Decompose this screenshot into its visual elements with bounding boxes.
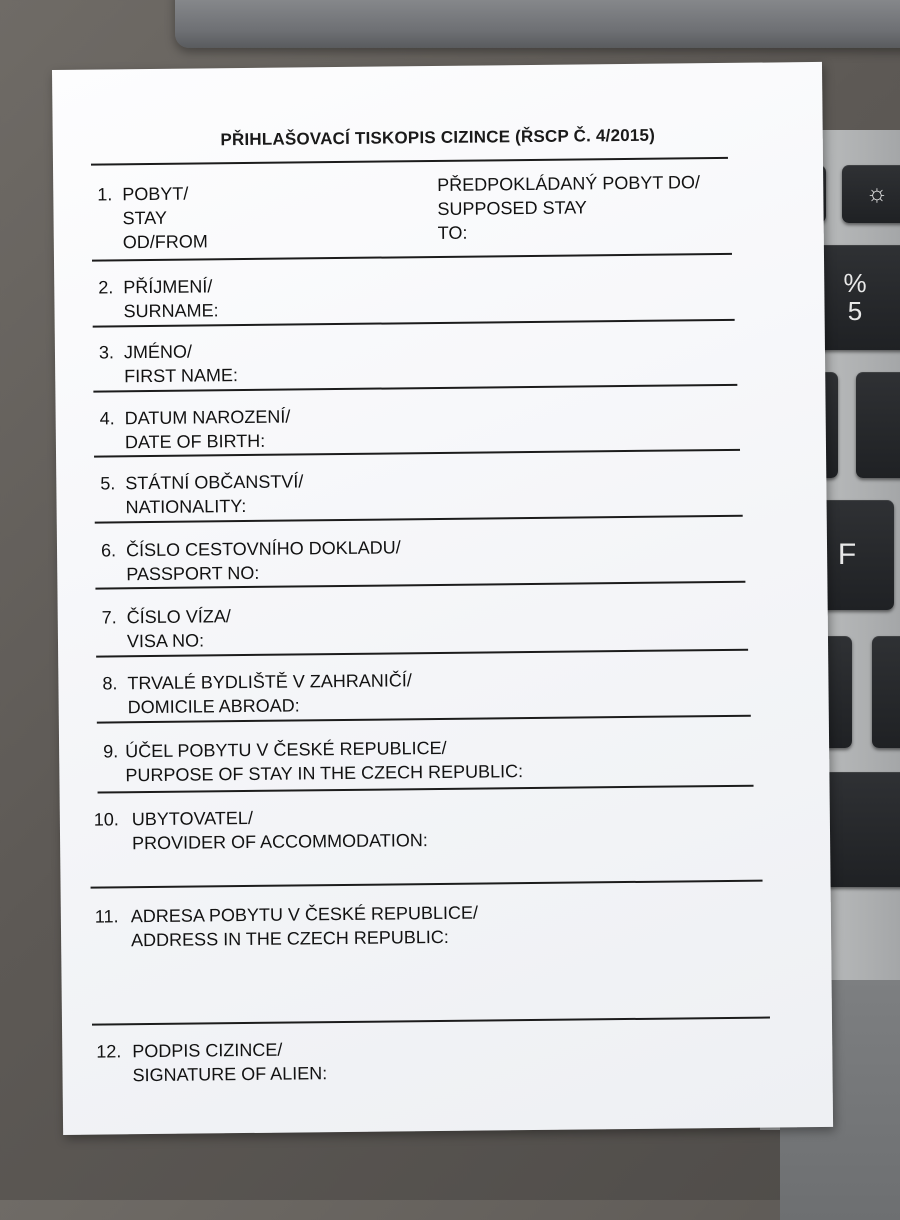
field-number: 2. <box>98 277 114 298</box>
field-number: 4. <box>99 408 115 429</box>
supposed-stay-label-en: SUPPOSED STAY <box>437 197 587 219</box>
field-number: 9. <box>103 741 119 762</box>
rule-11 <box>92 1017 770 1026</box>
provider-label-en: PROVIDER OF ACCOMMODATION: <box>131 830 428 854</box>
field-number: 1. <box>97 184 113 205</box>
date-of-birth-label-en: DATE OF BIRTH: <box>124 430 266 453</box>
supposed-stay-label-cz: PŘEDPOKLÁDANÝ POBYT DO/ <box>437 172 701 195</box>
first-name-label-cz: JMÉNO/ <box>123 341 193 363</box>
stay-label-cz: POBYT/ <box>122 183 189 205</box>
field-number: 12. <box>96 1041 122 1062</box>
field-passport-no <box>100 532 701 585</box>
provider-label-cz: UBYTOVATEL/ <box>131 807 253 830</box>
registration-form-paper <box>52 62 833 1135</box>
key-t <box>856 372 900 478</box>
key-5-digit-label: 5 <box>847 295 863 326</box>
field-provider-of-accommodation <box>93 801 734 854</box>
field-number: 3. <box>98 342 115 363</box>
field-number: 5. <box>100 473 116 494</box>
key-b <box>872 636 900 748</box>
signature-label-en: SIGNATURE OF ALIEN: <box>132 1063 328 1086</box>
key-brightness <box>842 165 900 223</box>
rule-10 <box>91 880 763 889</box>
passport-no-label-en: PASSPORT NO: <box>126 562 260 585</box>
field-first-name <box>98 334 699 387</box>
nationality-label-en: NATIONALITY: <box>125 495 247 518</box>
stay-from-label: OD/FROM <box>122 231 208 253</box>
field-stay-to <box>437 170 738 253</box>
visa-no-label-en: VISA NO: <box>126 630 205 652</box>
field-date-of-birth <box>99 400 700 453</box>
field-number: 8. <box>102 673 118 694</box>
surname-label-en: SURNAME: <box>123 300 219 322</box>
field-number: 7. <box>101 607 117 628</box>
domicile-abroad-label-cz: TRVALÉ BYDLIŠTĚ V ZAHRANIČÍ/ <box>127 670 412 694</box>
purpose-of-stay-label-cz: ÚČEL POBYTU V ČESKÉ REPUBLICE/ <box>125 737 447 762</box>
field-surname <box>98 269 698 322</box>
field-stay-from <box>97 179 428 262</box>
field-domicile-abroad <box>102 665 722 718</box>
visa-no-label-cz: ČÍSLO VÍZA/ <box>126 606 231 628</box>
stay-to-label: TO: <box>437 222 468 243</box>
title-underline <box>91 157 728 165</box>
laptop-screen-edge <box>175 0 900 48</box>
field-number: 11. <box>94 906 119 927</box>
key-5-percent-label: % <box>843 268 867 299</box>
field-number: 10. <box>93 809 119 830</box>
field-visa-no <box>101 599 702 652</box>
signature-label-cz: PODPIS CIZINCE/ <box>132 1039 283 1062</box>
passport-no-label-cz: ČÍSLO CESTOVNÍHO DOKLADU/ <box>125 537 401 561</box>
field-signature <box>96 1033 736 1086</box>
field-address-in-czech-republic <box>94 898 735 951</box>
date-of-birth-label-cz: DATUM NAROZENÍ/ <box>124 406 291 429</box>
field-number: 6. <box>100 540 117 561</box>
brightness-icon: ☼ <box>866 180 888 207</box>
address-label-en: ADDRESS IN THE CZECH REPUBLIC: <box>131 926 449 951</box>
field-purpose-of-stay <box>103 733 743 786</box>
field-nationality <box>100 465 700 518</box>
surname-label-cz: PŘÍJMENÍ/ <box>123 276 213 298</box>
first-name-label-en: FIRST NAME: <box>124 365 238 387</box>
nationality-label-cz: STÁTNÍ OBČANSTVÍ/ <box>125 471 304 494</box>
purpose-of-stay-label-en: PURPOSE OF STAY IN THE CZECH REPUBLIC: <box>125 761 524 786</box>
key-f-label: F <box>837 538 857 571</box>
form-title: PŘIHLAŠOVACÍ TISKOPIS CIZINCE (ŘSCP Č. 4/2015) <box>220 125 656 150</box>
domicile-abroad-label-en: DOMICILE ABROAD: <box>127 695 300 718</box>
address-label-cz: ADRESA POBYTU V ČESKÉ REPUBLICE/ <box>130 902 479 927</box>
stay-label-en: STAY <box>122 207 168 229</box>
